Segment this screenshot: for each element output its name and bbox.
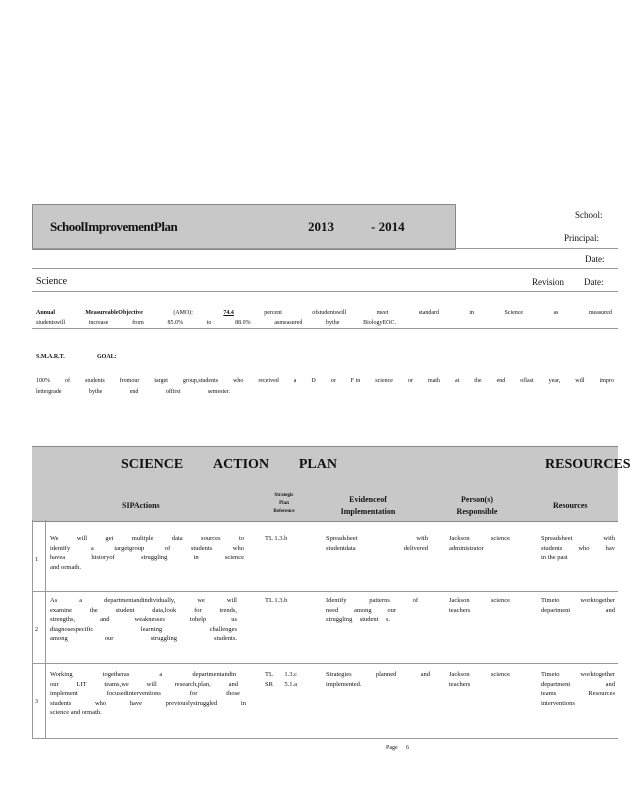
row-3-evidence-line: Strategies planned and <box>326 671 430 678</box>
smart-goal-label: GOAL: <box>97 354 117 360</box>
row-3-persons-line: teachers <box>449 680 471 688</box>
row-1-ref-line: TL 1.3.b <box>265 535 288 542</box>
smart-word: group,students <box>182 378 219 384</box>
row-1-persons-line: administrator <box>449 544 484 552</box>
row-1-resources <box>541 534 615 563</box>
row-2-evidence <box>326 596 418 625</box>
col-header-strategic-ref-line: Plan <box>279 501 289 506</box>
row-3-action-line: our LIT teams,we will research,plan, and <box>50 680 238 688</box>
row-2-ref <box>265 596 295 606</box>
row-1-resources-line: in the past <box>541 554 568 561</box>
smart-word: math <box>427 378 440 384</box>
row-1-persons <box>449 534 510 553</box>
page-label: Page <box>386 745 398 751</box>
smart-word: offirst <box>165 389 181 395</box>
smart-word: who <box>233 378 244 384</box>
subject-label: Science <box>36 276 68 287</box>
row-3-ref-line: TL 1.3.c <box>265 671 297 678</box>
amo-word: (AMO): <box>173 310 193 316</box>
header-rule-1 <box>32 248 618 249</box>
smart-word: bythe <box>88 389 103 395</box>
amo-word: standard <box>418 310 440 316</box>
col-header-strategic-ref <box>262 492 306 516</box>
row-2-resources-line: Timeto worktogether <box>541 597 615 604</box>
row-3-persons <box>449 670 510 689</box>
amo-word: 88.0% <box>235 320 251 326</box>
row-2-resources <box>541 596 615 615</box>
col-header-persons <box>440 494 514 518</box>
row-3-action-line: Working togetheras a departmentandin <box>50 671 236 678</box>
action-plan-title-word: PLAN <box>298 457 337 472</box>
action-plan-title <box>121 457 337 473</box>
amo-word: Annual <box>36 310 56 316</box>
smart-word: D <box>311 378 316 384</box>
row-2-evidence-line: need among our <box>326 606 396 614</box>
col-header-sip-actions: SIPActions <box>122 501 160 510</box>
row-1-action-line: We will get multiple data sources to <box>50 535 244 542</box>
col-header-evidence <box>320 494 416 518</box>
plan-year-end: - 2014 <box>371 219 405 234</box>
amo-word: BiologyEOC. <box>363 320 396 326</box>
amo-word: percent <box>264 310 282 316</box>
amo-word: ofstudentswill <box>312 310 347 316</box>
smart-word: year, <box>548 378 561 384</box>
smart-word: F in <box>350 378 361 384</box>
amo-word: studentswill <box>36 320 66 326</box>
row-2-persons-line: teachers <box>449 606 471 614</box>
row-1-resources-line: Spreadsheet with <box>541 535 615 542</box>
row-divider-1 <box>32 591 618 592</box>
row-3-resources-line: department and <box>541 680 615 688</box>
col-header-evidence-line: Evidenceof <box>349 495 387 504</box>
amo-word: Science <box>504 310 524 316</box>
smart-word: or <box>330 378 336 384</box>
row-3-action-line: implement focusedinterventions for those <box>50 690 240 697</box>
table-left-border <box>32 520 33 738</box>
row-3-resources <box>541 670 615 708</box>
row-2-persons-line: Jackson science <box>449 597 510 604</box>
row-2-action <box>50 596 237 644</box>
amo-word: to <box>206 320 212 326</box>
row-3-action-line: students who have previouslystruggled in <box>50 699 246 707</box>
row-3-resources-line: Timeto worktogether <box>541 671 615 678</box>
amo-word: in <box>469 310 475 316</box>
amo-word: MeasureableObjective <box>85 310 143 316</box>
row-1-ref <box>265 534 295 544</box>
smart-line-2 <box>36 388 230 396</box>
row-2-action-line: As a departmentandindividually, we will <box>50 597 237 604</box>
smart-word: the <box>474 378 482 384</box>
row-1-action-line: and ormath. <box>50 563 82 571</box>
row-1-evidence-line: studentdata delivered <box>326 544 428 552</box>
plan-year-start: 2013 <box>308 219 334 234</box>
smart-word: students <box>85 378 105 384</box>
col-header-evidence-line: Implementation <box>340 507 396 516</box>
row-2-persons <box>449 596 510 615</box>
col-header-strategic-ref-line: Strategic <box>274 493 294 498</box>
row-divider-2 <box>32 663 618 664</box>
smart-word: fromour <box>119 378 140 384</box>
amo-word: increase <box>88 320 109 326</box>
col-header-persons-line: Person(s) <box>461 495 493 504</box>
action-plan-title-word: SCIENCE <box>121 457 184 472</box>
col-header-resources: Resources <box>553 501 588 510</box>
row-1-action-line: identify a targetgroup of students who <box>50 544 244 552</box>
col-header-persons-line: Responsible <box>456 507 498 516</box>
row-3-persons-line: Jackson science <box>449 671 510 678</box>
amo-word: from <box>132 320 144 326</box>
row-1-resources-line: students who hav <box>541 544 615 552</box>
amo-word: bythe <box>326 320 340 326</box>
smart-word: or <box>407 378 413 384</box>
smart-word: 100% <box>36 378 50 384</box>
smart-word: semester. <box>207 389 230 395</box>
revision-label: Revision <box>532 277 565 287</box>
page-number: 6 <box>406 745 409 751</box>
action-plan-title-word: ACTION <box>213 457 270 472</box>
row-2-action-line: strengths, and weaknesses tohelp us <box>50 616 237 623</box>
row-3-action-line: science and ormath. <box>50 709 102 716</box>
row-divider-3 <box>32 738 618 739</box>
smart-word: end <box>496 378 506 384</box>
row-2-resources-line: department and <box>541 606 615 614</box>
smart-word: science <box>375 378 393 384</box>
row-1-evidence <box>326 534 428 553</box>
row-1-action-line: havea historyof struggling in science <box>50 554 244 561</box>
row-1-evidence-line: Spreadsheet with <box>326 535 428 542</box>
row-2-ref-line: TL 1.3.b <box>265 597 288 604</box>
row-2-evidence-line: Identify patterns of <box>326 597 418 604</box>
row-2-action-line: among our struggling students. <box>50 635 237 642</box>
smart-word: a <box>293 378 297 384</box>
amo-word: as <box>553 310 559 316</box>
amo-word: asmeasured <box>274 320 303 326</box>
row-3-action <box>50 670 246 718</box>
row-3-ref-line: SR 5.1.a <box>265 680 297 688</box>
row-2-number: 2 <box>35 627 38 633</box>
header-rule-2 <box>32 268 618 269</box>
smart-word: of <box>65 378 70 384</box>
amo-value: 74.4 <box>223 310 234 316</box>
row-1-persons-line: Jackson science <box>449 535 510 542</box>
amo-line-2 <box>36 319 396 327</box>
header-rule-3 <box>32 291 618 292</box>
smart-word: end <box>129 389 139 395</box>
resources-title: RESOURCES <box>545 457 631 472</box>
smart-word: will <box>575 378 585 384</box>
smart-word: at <box>454 378 460 384</box>
amo-word: measured <box>588 310 612 316</box>
school-label: School: <box>575 210 603 220</box>
amo-rule <box>32 328 618 329</box>
smart-label: S.M.A.R.T. <box>36 354 65 360</box>
row-2-action-line: diagnosespecific learning challenges <box>50 625 237 633</box>
smart-word: oflast <box>520 378 534 384</box>
smart-word: lettergrade <box>36 389 62 395</box>
row-3-number: 3 <box>35 699 38 705</box>
amo-word: meet <box>376 310 389 316</box>
row-3-resources-line: interventions <box>541 699 575 707</box>
row-1-number: 1 <box>35 557 38 563</box>
date-label: Date: <box>585 254 605 264</box>
row-3-ref <box>265 670 297 689</box>
revision-date-label: Date: <box>584 277 604 287</box>
principal-label: Principal: <box>564 233 599 243</box>
row-1-action <box>50 534 244 572</box>
row-2-evidence-line: struggling student s. <box>326 616 390 623</box>
amo-word: 85.0% <box>167 320 183 326</box>
row-2-action-line: examine the student data,look for trends, <box>50 606 237 614</box>
smart-word: impro <box>599 378 614 384</box>
row-3-evidence-line: implemented. <box>326 680 362 688</box>
col-header-strategic-ref-line: Reference <box>273 509 295 514</box>
smart-line-1 <box>36 377 614 385</box>
row-3-resources-line: teams Resources <box>541 690 615 697</box>
smart-word: target <box>154 378 168 384</box>
plan-title: SchoolImprovementPlan <box>50 219 178 234</box>
amo-line-1 <box>36 309 612 317</box>
table-num-divider <box>45 520 46 738</box>
row-3-evidence <box>326 670 430 689</box>
smart-word: received <box>258 378 279 384</box>
